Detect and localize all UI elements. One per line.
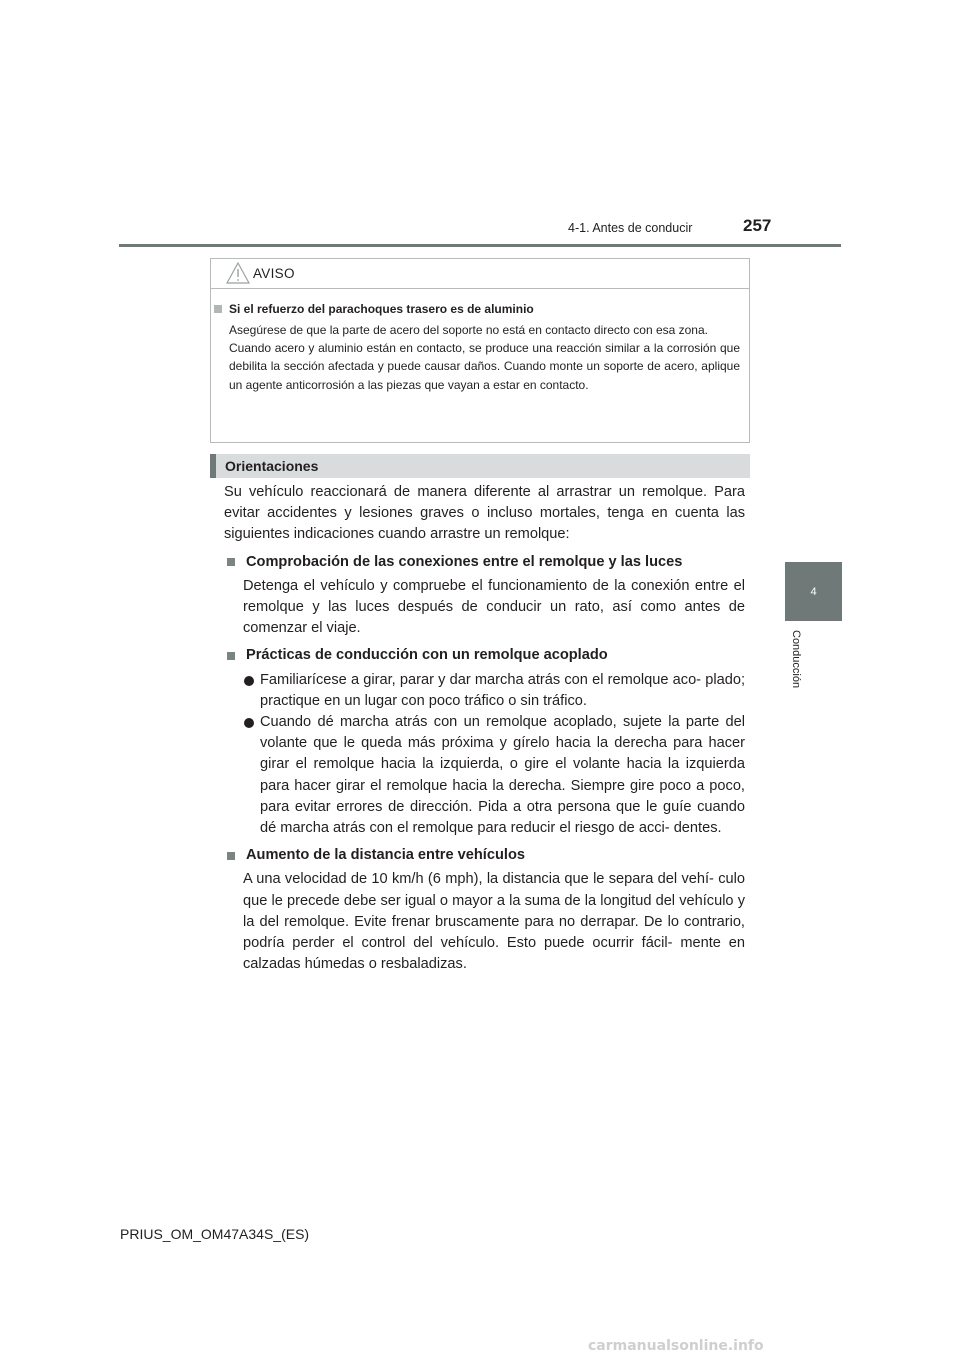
square-bullet-icon (227, 852, 235, 860)
list-item-text: Familiarícese a girar, parar y dar marcha atrás con el remolque aco- plado; practique en un lugar con poco tráfico o sin tráfico. (260, 671, 745, 709)
item-heading (224, 552, 745, 573)
warning-body (229, 321, 740, 394)
header-section-title: 4-1. Antes de conducir (568, 221, 693, 235)
list-item (224, 712, 745, 839)
chapter-number: 4 (810, 585, 817, 598)
warning-title: AVISO (253, 266, 295, 281)
chapter-label: Conducción (790, 630, 802, 689)
warning-header (211, 259, 749, 289)
list-item (224, 670, 745, 712)
warning-paragraph: Asegúrese de que la parte de acero del soporte no está en contacto directo con esa zona. (229, 323, 708, 337)
item-heading (224, 845, 745, 866)
item-text: A una velocidad de 10 km/h (6 mph), la distancia que le separa del vehí- culo que le precede debe ser igual o mayor a la suma de la longitud del vehículo y la del remolque. Evite frenar bruscamente para no derrapar. De lo contrario, podría perder el control del vehículo. Esto puede ocurrir fácil- mente en calzadas húmedas o resbaladizas. (243, 871, 745, 973)
warning-triangle-icon (225, 261, 251, 290)
item-text: Detenga el vehículo y compruebe el funcionamiento de la conexión entre el remolque y las luces después de conducir un rato, así como antes de comenzar el viaje. (243, 577, 745, 637)
page-number: 257 (743, 216, 772, 235)
item-heading-text: Comprobación de las conexiones entre el remolque y las luces (246, 553, 683, 570)
warning-subtitle (214, 302, 534, 316)
warning-paragraph: Cuando acero y aluminio están en contacto, se produce una reacción similar a la corrosión que debilita la sección afectada y puede causar daños. Cuando monte un soporte de acero, aplique un agente anticorrosión a las piezas que vayan a estar en contacto. (229, 341, 740, 392)
warning-box (210, 258, 750, 443)
square-bullet-icon (214, 305, 222, 313)
round-bullet-icon (244, 718, 254, 728)
header-rule (119, 244, 841, 247)
section-header (210, 454, 750, 478)
main-content (224, 482, 745, 975)
item-heading-text: Aumento de la distancia entre vehículos (246, 847, 525, 864)
chapter-tab (785, 562, 842, 621)
square-bullet-icon (227, 558, 235, 566)
item-heading-text: Prácticas de conducción con un remolque acoplado (246, 647, 608, 664)
watermark-text: carmanualsonline.info (588, 1338, 764, 1354)
section-title: Orientaciones (225, 458, 319, 474)
warning-subtitle-text: Si el refuerzo del parachoques trasero es de aluminio (229, 302, 534, 316)
square-bullet-icon (227, 652, 235, 660)
footer-document-code: PRIUS_OM_OM47A34S_(ES) (120, 1226, 310, 1242)
list-item-text: Cuando dé marcha atrás con un remolque acoplado, sujete la parte del volante que le queda más próxima y gírelo hacia la derecha para hacer girar el remolque hacia la izquierda, o gire el volante hacia la izquierda para hacer girar el remolque hacia la derecha. Siempre gire poco a poco, para evitar errores de dirección. Pida a otra persona que le guíe cuando dé marcha atrás con el remolque para reducir el riesgo de acci- dentes. (260, 714, 745, 837)
intro-paragraph: Su vehículo reaccionará de manera diferente al arrastrar un remolque. Para evitar accidentes y lesiones graves o incluso mortales, tenga en cuenta las siguientes indicaciones cuando arrastre un remolque: (224, 484, 745, 543)
item-heading (224, 645, 745, 666)
round-bullet-icon (244, 676, 254, 686)
